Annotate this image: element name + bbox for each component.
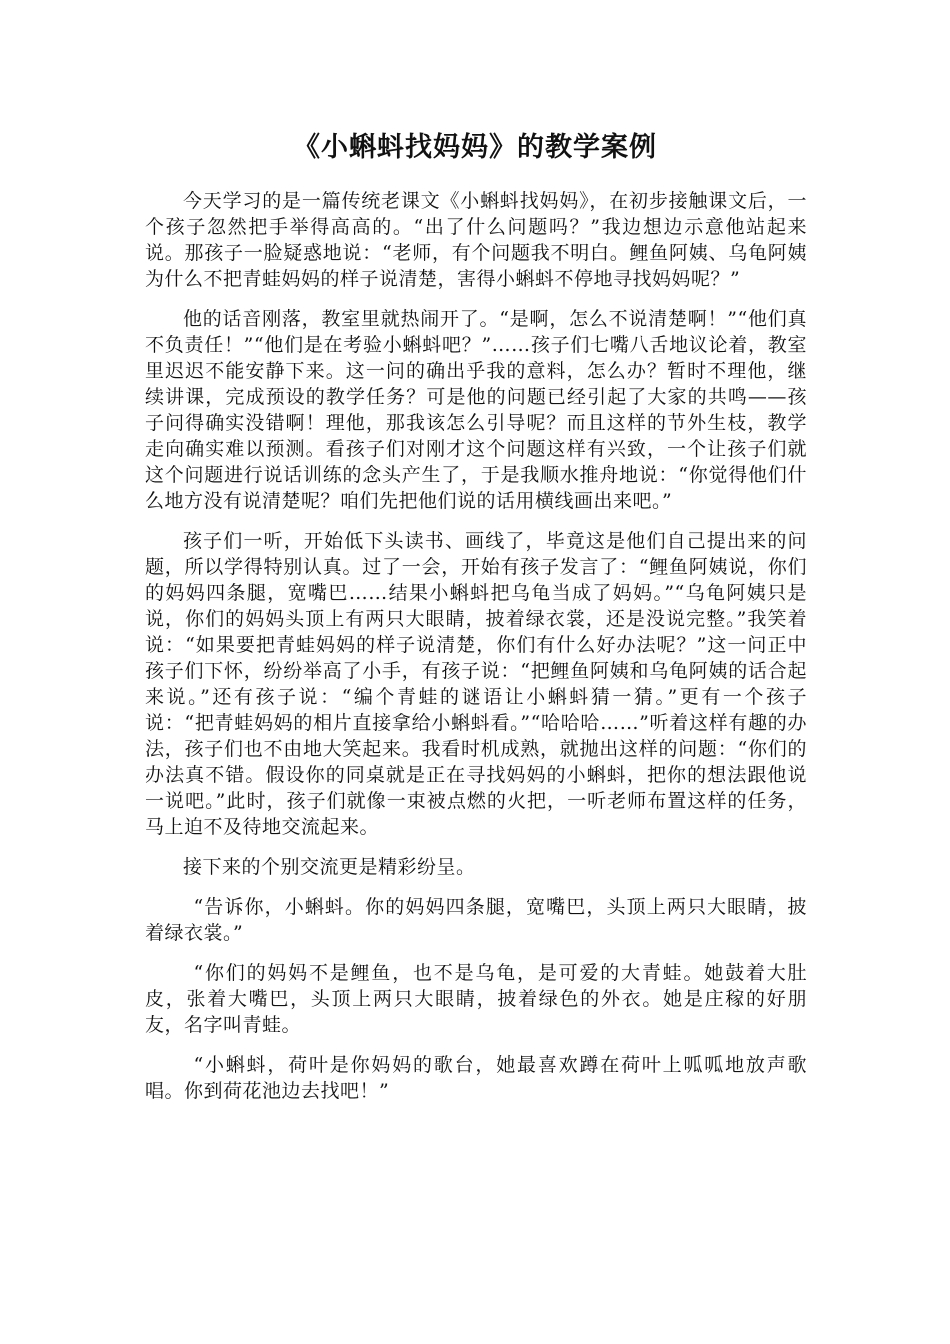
- document-body: [145, 188, 807, 1118]
- quote-paragraph-1: “告诉你，小蝌蚪。你的妈妈四条腿，宽嘴巴，头顶上两只大眼睛，披着绿衣裳。”: [145, 896, 807, 944]
- paragraph-4: 接下来的个别交流更是精彩纷呈。: [183, 856, 476, 878]
- paragraph-2: 他的话音刚落，教室里就热闹开了。“是啊，怎么不说清楚啊！”“他们真不负责任！”“他们是在考验小蝌蚪吧？”……孩子们七嘴八舌地议论着，教室里迟迟不能安静下来。这一问的确出乎我的意料，怎么办？暂时不理他，继续讲课，完成预设的教学任务？可是他的问题已经引起了大家的共鸣——孩子问得确实没错啊！理他，那我该怎么引导呢？而且这样的节外生枝，教学走向确实难以预测。看孩子们对刚才这个问题这样有兴致，一个让孩子们就这个问题进行说话训练的念头产生了，于是我顺水推舟地说：“你觉得他们什么地方没有说清楚呢？咱们先把他们说的话用横线画出来吧。”: [145, 308, 807, 512]
- paragraph-3: 孩子们一听，开始低下头读书、画线了，毕竟这是他们自己提出来的问题，所以学得特别认真。过了一会，开始有孩子发言了：“鲤鱼阿姨说，你们的妈妈四条腿，宽嘴巴……结果小蝌蚪把乌龟当成了妈妈。”“乌龟阿姨只是说，你们的妈妈头顶上有两只大眼睛，披着绿衣裳，还是没说完整。”我笑着说：“如果要把青蛙妈妈的样子说清楚，你们有什么好办法呢？”这一问正中孩子们下怀，纷纷举高了小手，有孩子说：“把鲤鱼阿姨和乌龟阿姨的话合起来说。”还有孩子说：“编个青蛙的谜语让小蝌蚪猜一猜。”更有一个孩子说：“把青蛙妈妈的相片直接拿给小蝌蚪看。”“哈哈哈……”听着这样有趣的办法，孩子们也不由地大笑起来。我看时机成熟，就抛出这样的问题：“你们的办法真不错。假设你的同桌就是正在寻找妈妈的小蝌蚪，把你的想法跟他说一说吧。”此时，孩子们就像一束被点燃的火把，一听老师布置这样的任务，马上迫不及待地交流起来。: [145, 530, 807, 838]
- paragraph-1: 今天学习的是一篇传统老课文《小蝌蚪找妈妈》，在初步接触课文后，一个孩子忽然把手举得高高的。“出了什么问题吗？”我边想边示意他站起来说。那孩子一脸疑惑地说：“老师，有个问题我不明白。鲤鱼阿姨、乌龟阿姨为什么不把青蛙妈妈的样子说清楚，害得小蝌蚪不停地寻找妈妈呢？”: [145, 190, 807, 290]
- document-title: 《小蝌蚪找妈妈》的教学案例: [293, 132, 657, 163]
- quote-paragraph-2: “你们的妈妈不是鲤鱼，也不是乌龟，是可爱的大青蛙。她鼓着大肚皮，张着大嘴巴，头顶上两只大眼睛，披着绿色的外衣。她是庄稼的好朋友，名字叫青蛙。: [145, 962, 807, 1036]
- quote-paragraph-3: “小蝌蚪，荷叶是你妈妈的歌台，她最喜欢蹲在荷叶上呱呱地放声歌唱。你到荷花池边去找吧！”: [145, 1054, 807, 1102]
